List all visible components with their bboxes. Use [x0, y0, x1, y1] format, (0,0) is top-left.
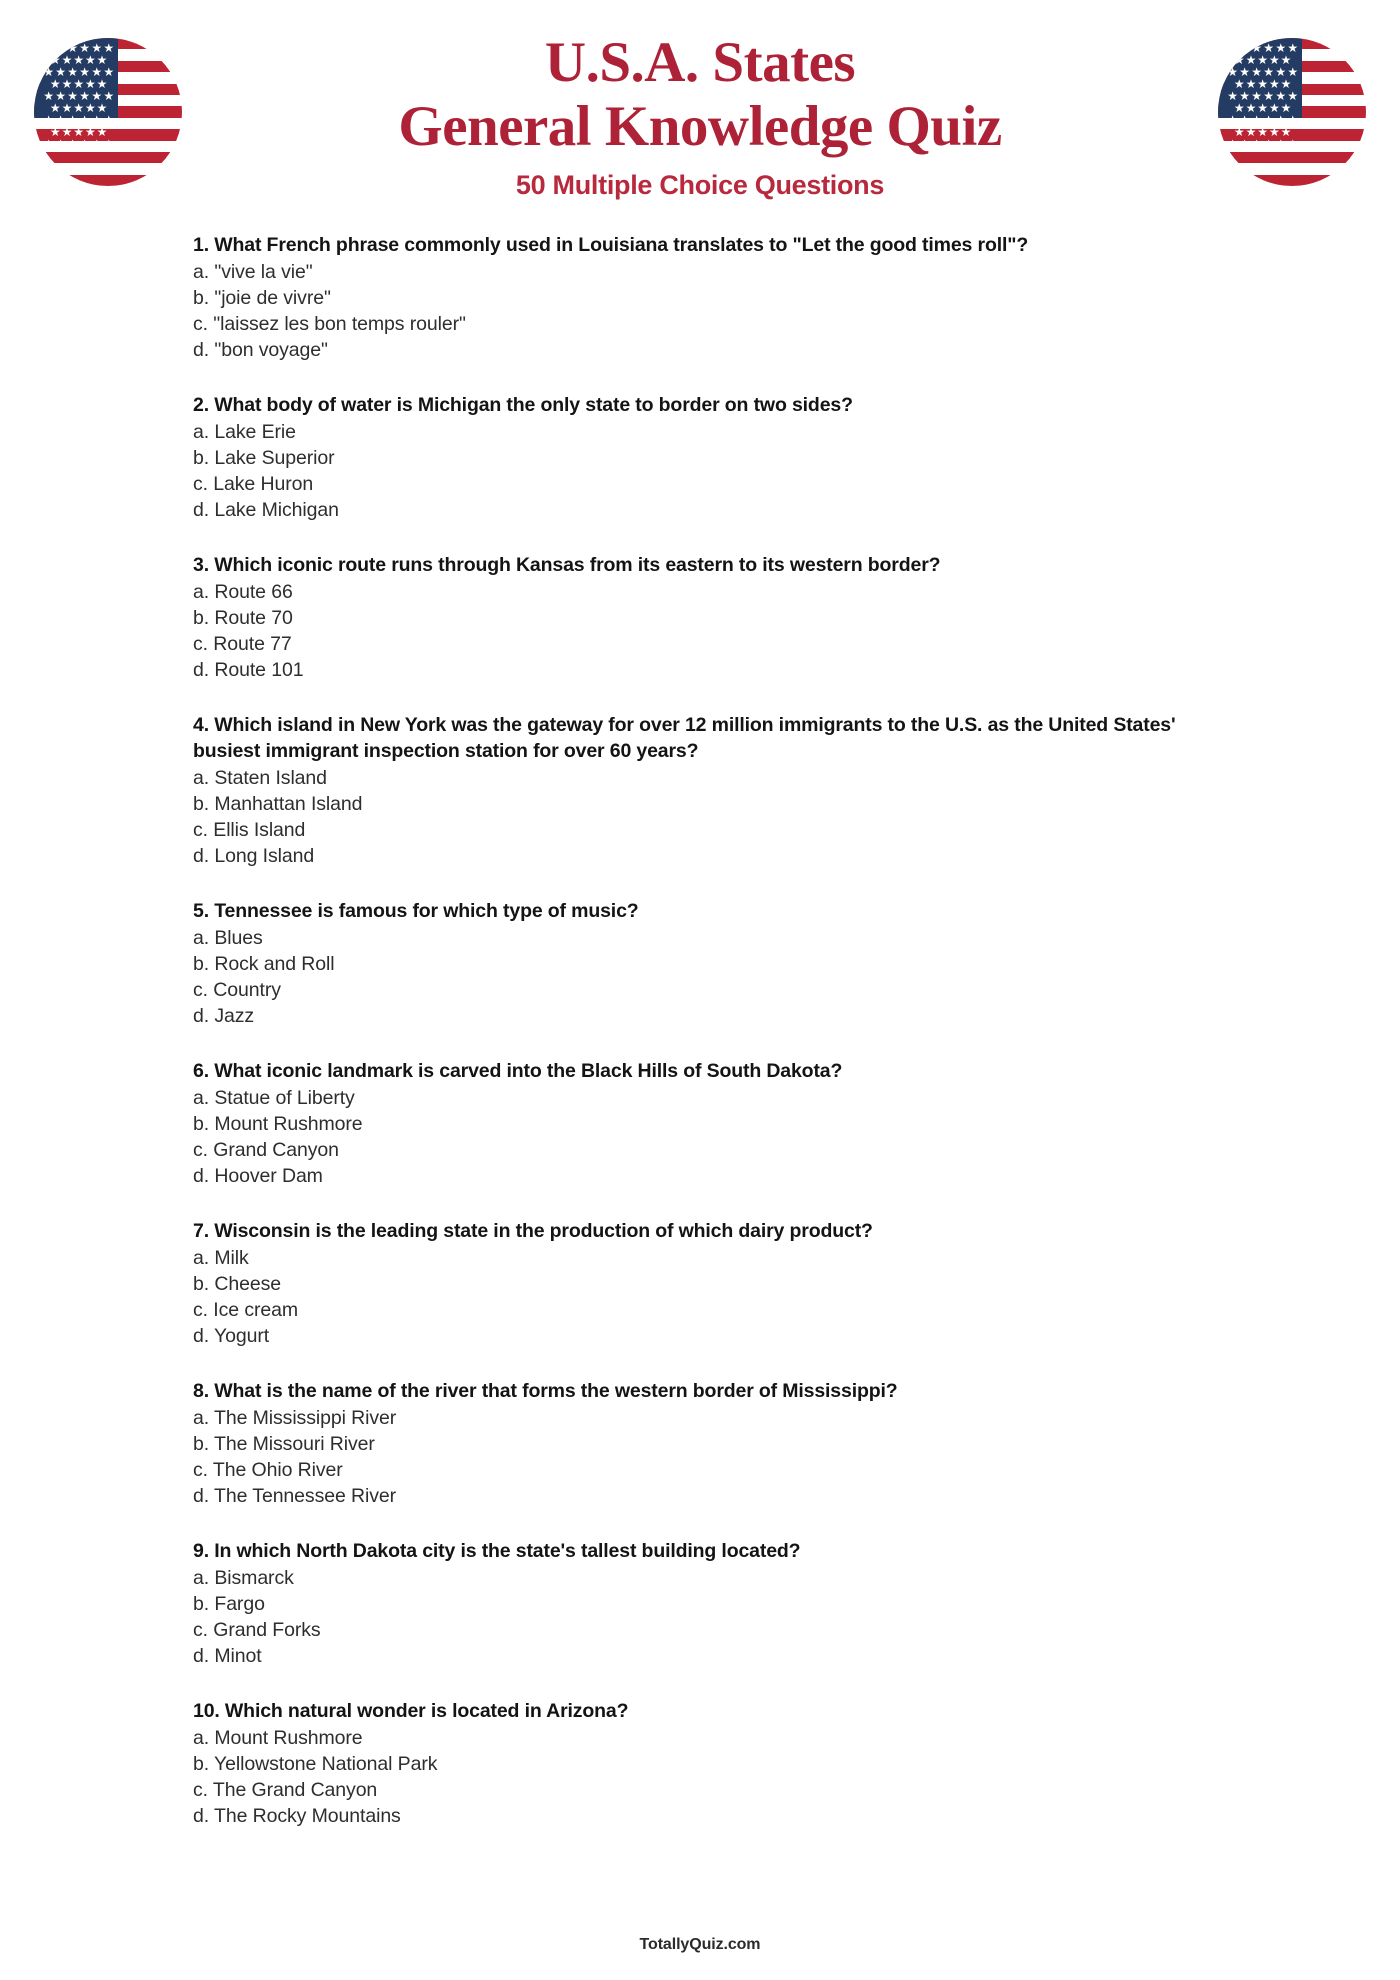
question-block	[193, 1378, 1233, 1509]
question-text: 5. Tennessee is famous for which type of music?	[193, 900, 639, 922]
flag-star-icon: ★	[1287, 65, 1299, 79]
answer-option[interactable]: b. Mount Rushmore	[193, 1113, 363, 1135]
flag-star-icon: ★	[1251, 41, 1263, 55]
answer-option[interactable]: c. Lake Huron	[193, 473, 314, 495]
flag-star-icon: ★	[1275, 89, 1287, 103]
flag-star-icon: ★	[103, 113, 115, 127]
flag-star-icon: ★	[55, 65, 67, 79]
flag-star-icon: ★	[79, 89, 91, 103]
answer-option[interactable]: a. "vive la vie"	[193, 261, 313, 283]
flag-star-icon: ★	[1251, 137, 1263, 151]
flag-star-icon: ★	[84, 101, 96, 115]
flag-star-icon: ★	[1280, 53, 1292, 67]
flag-star-icon: ★	[61, 101, 73, 115]
flag-stripe	[34, 152, 182, 163]
page-title-line-1: U.S.A. States	[544, 31, 856, 94]
flag-star-icon: ★	[55, 113, 67, 127]
flag-star-grid	[34, 38, 118, 151]
flag-star-icon: ★	[43, 113, 55, 127]
flag-stripe	[1218, 175, 1366, 186]
flag-star-icon: ★	[1227, 137, 1239, 151]
answer-option[interactable]: c. "laissez les bon temps rouler"	[193, 313, 466, 335]
answer-option[interactable]: c. Ice cream	[193, 1299, 298, 1321]
flag-star-icon: ★	[67, 65, 79, 79]
answer-option[interactable]: a. Statue of Liberty	[193, 1087, 355, 1109]
answer-option[interactable]: c. Grand Canyon	[193, 1139, 339, 1161]
answer-option[interactable]: b. Rock and Roll	[193, 953, 335, 975]
question-list	[167, 232, 1233, 1829]
flag-star-icon: ★	[1275, 41, 1287, 55]
question-text: 1. What French phrase commonly used in Louisiana translates to "Let the good times roll"?	[193, 234, 1029, 256]
flag-star-icon: ★	[1268, 77, 1280, 91]
flag-star-icon: ★	[1275, 137, 1287, 151]
flag-star-icon: ★	[1245, 53, 1257, 67]
flag-star-icon: ★	[84, 125, 96, 139]
answer-option[interactable]: c. The Ohio River	[193, 1459, 343, 1481]
question-block	[193, 232, 1233, 363]
flag-star-icon: ★	[73, 101, 85, 115]
flag-star-icon: ★	[1239, 113, 1251, 127]
usa-flag-circle-icon-right	[1218, 38, 1366, 186]
flag-star-icon: ★	[67, 89, 79, 103]
flag-star-icon: ★	[1233, 101, 1245, 115]
flag-star-icon: ★	[1275, 113, 1287, 127]
flag-star-icon: ★	[84, 77, 96, 91]
question-text: 6. What iconic landmark is carved into the Black Hills of South Dakota?	[193, 1060, 843, 1082]
flag-star-icon: ★	[103, 41, 115, 55]
flag-star-row	[1226, 138, 1299, 150]
site-credit: TotallyQuiz.com	[639, 1936, 761, 1953]
flag-star-icon: ★	[43, 137, 55, 151]
flag-star-icon: ★	[49, 125, 61, 139]
flag-star-icon: ★	[1263, 113, 1275, 127]
answer-option[interactable]: c. Country	[193, 979, 281, 1001]
answer-option[interactable]: b. Route 70	[193, 607, 293, 629]
answer-option[interactable]: d. Jazz	[193, 1005, 255, 1027]
answer-option[interactable]: a. Lake Erie	[193, 421, 296, 443]
question-block	[193, 1698, 1233, 1829]
question-block	[193, 1218, 1233, 1349]
answer-option[interactable]: c. Grand Forks	[193, 1619, 321, 1641]
page-title-line-2: General Knowledge Quiz	[398, 95, 1002, 158]
flag-stripe	[34, 175, 182, 186]
flag-stripe	[1218, 163, 1366, 174]
quiz-sheet	[0, 232, 1400, 1858]
flag-star-icon: ★	[96, 53, 108, 67]
question-text: 10. Which natural wonder is located in Arizona?	[193, 1700, 629, 1722]
flag-star-icon: ★	[91, 113, 103, 127]
flag-star-icon: ★	[96, 77, 108, 91]
flag-stripe	[34, 163, 182, 174]
flag-star-icon: ★	[91, 89, 103, 103]
flag-star-icon: ★	[1268, 53, 1280, 67]
flag-star-icon: ★	[61, 77, 73, 91]
usa-flag-circle-icon-left	[34, 38, 182, 186]
flag-star-icon: ★	[1257, 77, 1269, 91]
question-block	[193, 1058, 1233, 1189]
answer-option[interactable]: d. Route 101	[193, 659, 304, 681]
flag-star-icon: ★	[91, 41, 103, 55]
answer-option[interactable]: a. Bismarck	[193, 1567, 294, 1589]
flag-star-icon: ★	[1245, 125, 1257, 139]
question-text: 2. What body of water is Michigan the only state to border on two sides?	[193, 394, 853, 416]
flag-star-icon: ★	[1263, 41, 1275, 55]
answer-option[interactable]: d. Yogurt	[193, 1325, 270, 1347]
page-subtitle: 50 Multiple Choice Questions	[515, 170, 885, 200]
answer-option[interactable]: a. Route 66	[193, 581, 293, 603]
page-footer	[0, 1936, 1400, 1954]
flag-star-icon: ★	[1251, 89, 1263, 103]
flag-star-icon: ★	[55, 89, 67, 103]
flag-star-icon: ★	[1268, 101, 1280, 115]
answer-option[interactable]: d. Lake Michigan	[193, 499, 339, 521]
flag-star-icon: ★	[1227, 113, 1239, 127]
flag-star-icon: ★	[1251, 113, 1263, 127]
flag-star-icon: ★	[73, 77, 85, 91]
flag-star-icon: ★	[1287, 137, 1299, 151]
answer-option[interactable]: d. Minot	[193, 1645, 262, 1667]
flag-star-icon: ★	[1280, 101, 1292, 115]
answer-option[interactable]: a. Milk	[193, 1247, 249, 1269]
answer-option[interactable]: c. Ellis Island	[193, 819, 306, 841]
answer-option[interactable]: d. The Tennessee River	[193, 1485, 397, 1507]
flag-star-icon: ★	[1263, 137, 1275, 151]
flag-star-icon: ★	[1287, 113, 1299, 127]
flag-star-icon: ★	[96, 125, 108, 139]
answer-option[interactable]: a. Blues	[193, 927, 263, 949]
question-block	[193, 1538, 1233, 1669]
flag-star-icon: ★	[1233, 53, 1245, 67]
flag-star-icon: ★	[43, 89, 55, 103]
flag-star-icon: ★	[1257, 101, 1269, 115]
flag-star-icon: ★	[1287, 89, 1299, 103]
answer-option[interactable]: b. The Missouri River	[193, 1433, 375, 1455]
flag-star-icon: ★	[49, 53, 61, 67]
flag-star-icon: ★	[49, 77, 61, 91]
flag-star-icon: ★	[49, 101, 61, 115]
flag-star-icon: ★	[1239, 65, 1251, 79]
answer-option[interactable]: d. "bon voyage"	[193, 339, 328, 361]
flag-stripe	[1218, 152, 1366, 163]
flag-star-icon: ★	[1257, 125, 1269, 139]
question-text: 7. Wisconsin is the leading state in the production of which dairy product?	[193, 1220, 873, 1242]
answer-option[interactable]: a. Mount Rushmore	[193, 1727, 363, 1749]
answer-option[interactable]: b. Lake Superior	[193, 447, 335, 469]
answer-option[interactable]: a. The Mississippi River	[193, 1407, 397, 1429]
question-text: 8. What is the name of the river that forms the western border of Mississippi?	[193, 1380, 898, 1402]
question-block	[193, 392, 1233, 523]
question-block	[193, 712, 1233, 869]
flag-canton	[34, 38, 118, 151]
flag-star-icon: ★	[1245, 77, 1257, 91]
flag-star-icon: ★	[84, 53, 96, 67]
flag-star-icon: ★	[1280, 125, 1292, 139]
flag-star-icon: ★	[103, 89, 115, 103]
flag-star-icon: ★	[73, 125, 85, 139]
question-text: 9. In which North Dakota city is the state's tallest building located?	[193, 1540, 801, 1562]
answer-option[interactable]: d. The Rocky Mountains	[193, 1805, 401, 1827]
flag-star-icon: ★	[1227, 41, 1239, 55]
flag-star-icon: ★	[91, 137, 103, 151]
answer-option[interactable]: c. The Grand Canyon	[193, 1779, 378, 1801]
question-text: 3. Which iconic route runs through Kansas from its eastern to its western border?	[193, 554, 941, 576]
flag-star-icon: ★	[103, 65, 115, 79]
flag-star-icon: ★	[1263, 89, 1275, 103]
flag-star-icon: ★	[61, 53, 73, 67]
answer-option[interactable]: b. Cheese	[193, 1273, 281, 1295]
flag-star-icon: ★	[1263, 65, 1275, 79]
flag-star-icon: ★	[1233, 125, 1245, 139]
flag-canton	[1218, 38, 1302, 151]
answer-option[interactable]: b. Yellowstone National Park	[193, 1753, 438, 1775]
title-block	[200, 32, 1200, 201]
question-block	[193, 898, 1233, 1029]
flag-star-icon: ★	[43, 65, 55, 79]
flag-star-icon: ★	[79, 113, 91, 127]
flag-star-icon: ★	[1227, 89, 1239, 103]
flag-star-icon: ★	[1287, 41, 1299, 55]
answer-option[interactable]: c. Route 77	[193, 633, 292, 655]
flag-star-icon: ★	[55, 137, 67, 151]
flag-star-icon: ★	[96, 101, 108, 115]
question-text: 4. Which island in New York was the gateway for over 12 million immigrants to the U.S. as the United States' busiest immigrant inspection station for over 60 years?	[193, 714, 1176, 762]
answer-option[interactable]: d. Hoover Dam	[193, 1165, 323, 1187]
flag-star-icon: ★	[1239, 41, 1251, 55]
answer-option[interactable]: b. "joie de vivre"	[193, 287, 331, 309]
flag-star-icon: ★	[91, 65, 103, 79]
flag-star-icon: ★	[43, 41, 55, 55]
flag-star-icon: ★	[1239, 137, 1251, 151]
flag-star-icon: ★	[1233, 77, 1245, 91]
flag-star-icon: ★	[1245, 101, 1257, 115]
flag-star-grid	[1218, 38, 1302, 151]
answer-option[interactable]: a. Staten Island	[193, 767, 327, 789]
flag-star-icon: ★	[79, 65, 91, 79]
question-block	[193, 552, 1233, 683]
flag-star-icon: ★	[67, 41, 79, 55]
flag-star-icon: ★	[73, 53, 85, 67]
flag-star-row	[42, 138, 115, 150]
flag-star-icon: ★	[61, 125, 73, 139]
flag-star-icon: ★	[1280, 77, 1292, 91]
flag-star-icon: ★	[1257, 53, 1269, 67]
flag-star-icon: ★	[1275, 65, 1287, 79]
flag-star-icon: ★	[55, 41, 67, 55]
answer-option[interactable]: b. Fargo	[193, 1593, 265, 1615]
flag-star-icon: ★	[1239, 89, 1251, 103]
flag-star-icon: ★	[1251, 65, 1263, 79]
flag-star-icon: ★	[1268, 125, 1280, 139]
flag-star-icon: ★	[79, 137, 91, 151]
answer-option[interactable]: b. Manhattan Island	[193, 793, 363, 815]
flag-star-icon: ★	[67, 113, 79, 127]
flag-star-icon: ★	[1227, 65, 1239, 79]
flag-star-icon: ★	[103, 137, 115, 151]
flag-star-icon: ★	[67, 137, 79, 151]
page-header	[0, 0, 1400, 232]
flag-star-icon: ★	[79, 41, 91, 55]
answer-option[interactable]: d. Long Island	[193, 845, 315, 867]
